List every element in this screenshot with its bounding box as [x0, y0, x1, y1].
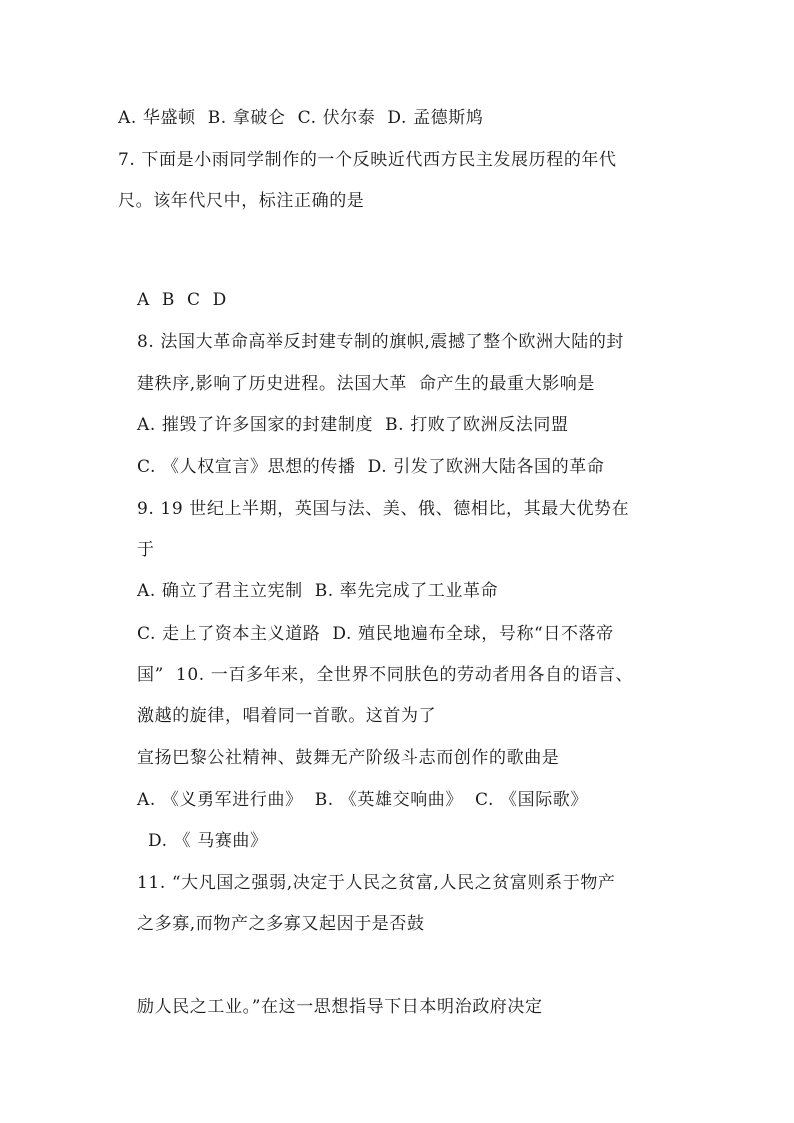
- q8-stem-line-1: 8. 法国大革命高举反封建专制的旗帜,震撼了整个欧洲大陆的封: [137, 332, 625, 352]
- q8-stem-line-2: 建秩序,影响了历史进程。法国大革 命产生的最重大影响是: [137, 374, 596, 394]
- q10-stem-line-2: 激越的旋律，唱着同一首歌。这首为了: [137, 706, 437, 726]
- q6-options: A. 华盛顿 B. 拿破仑 C. 伏尔泰 D. 孟德斯鸠: [118, 108, 484, 128]
- q7-options: A B C D: [137, 290, 227, 310]
- q10-stem-line-3: 宣扬巴黎公社精神、鼓舞无产阶级斗志而创作的歌曲是: [137, 748, 560, 768]
- q11-stem-line-1: 11. “大凡国之强弱,决定于人民之贫富,人民之贫富则系于物产: [137, 873, 616, 893]
- q7-stem-line-1: 7. 下面是小雨同学制作的一个反映近代西方民主发展历程的年代: [118, 150, 617, 170]
- q11-stem-line-3: 励人民之工业。”在这一思想指导下日本明治政府决定: [137, 997, 543, 1017]
- q9-stem-line-1: 9. 19 世纪上半期，英国与法、美、俄、德相比，其最大优势在: [137, 499, 630, 519]
- q10-option-d: D. 《 马赛曲》: [148, 831, 268, 851]
- q9-stem-line-2: 于: [137, 540, 155, 560]
- q7-stem-line-2: 尺。该年代尺中，标注正确的是: [118, 191, 365, 211]
- q8-options-ab: A. 摧毁了许多国家的封建制度 B. 打败了欧洲反法同盟: [137, 415, 569, 435]
- q8-options-cd: C. 《人权宣言》思想的传播 D. 引发了欧洲大陆各国的革命: [137, 457, 605, 477]
- q9-options-cd: C. 走上了资本主义道路 D. 殖民地遍布全球，号称“日不落帝: [137, 624, 614, 644]
- q10-stem-line-1: 国” 10. 一百多年来，全世界不同肤色的劳动者用各自的语言、: [137, 665, 634, 685]
- q10-options-abc: A. 《义勇军进行曲》 B. 《英雄交响曲》 C. 《国际歌》: [137, 790, 589, 810]
- q11-stem-line-2: 之多寡,而物产之多寡又起因于是否鼓: [137, 914, 425, 934]
- q9-options-ab: A. 确立了君主立宪制 B. 率先完成了工业革命: [137, 581, 499, 601]
